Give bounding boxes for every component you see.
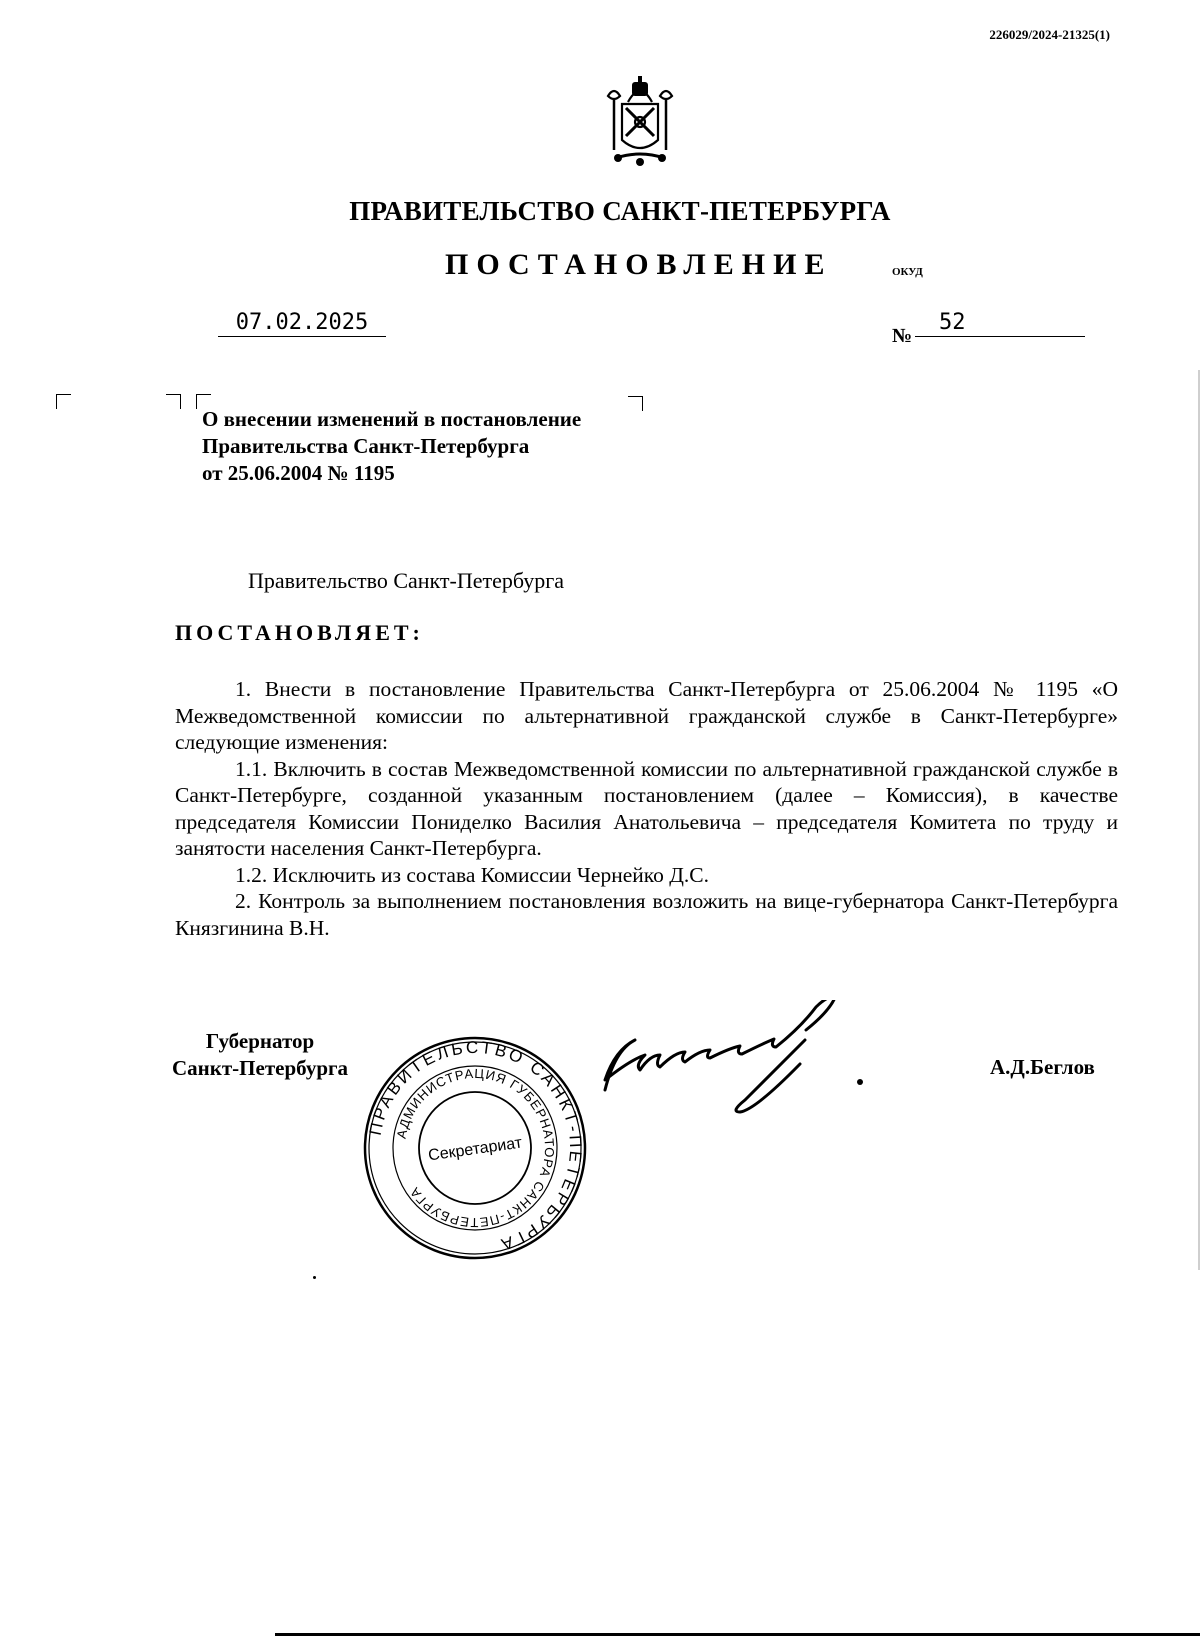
okud-label: ОКУД — [892, 266, 923, 278]
subject-line: Правительства Санкт-Петербурга — [202, 434, 530, 458]
scan-bottom-edge — [275, 1633, 1200, 1636]
subject-line: от 25.06.2004 № 1195 — [202, 461, 395, 485]
document-registration-code: 226029/2024-21325(1) — [989, 27, 1110, 42]
subject-corner-mark — [628, 396, 643, 411]
number-sign: № — [892, 325, 913, 347]
decrees-heading: ПОСТАНОВЛЯЕТ: — [175, 620, 424, 645]
decree-paragraph: 1.1. Включить в состав Межведомственной комиссии по альтернативной гражданской службе в Санкт-Петербурге, созданной указанным постановлением (далее – Комиссия), в качестве председателя Комиссии Пониделко Василия Анатольевича – председателя Комитета по труду и занятости населения Санкт-Петербурга. — [175, 756, 1118, 860]
signatory-title-line: Губернатор — [205, 1029, 315, 1053]
subject-line: О внесении изменений в постановление — [202, 407, 582, 431]
margin-corner-mark — [56, 394, 71, 409]
st-petersburg-coat-of-arms-icon — [592, 74, 688, 170]
document-subject — [202, 406, 581, 487]
decree-paragraph: 1. Внести в постановление Правительства Санкт-Петербурга от 25.06.2004 № 1195 «О Межведомственной комиссии по альтернативной гражданской службе в Санкт-Петербурге» следующие изменения: — [175, 677, 1118, 754]
seal-inner-text: АДМИНИСТРАЦИЯ ГУБЕРНАТОРА САНКТ-ПЕТЕРБУРГА — [393, 1065, 558, 1231]
seal-outer-text: ПРАВИТЕЛЬСТВО САНКТ-ПЕТЕРБУРГА — [365, 1037, 586, 1255]
signatory-name: А.Д.Беглов — [990, 1055, 1095, 1079]
organization-title: ПРАВИТЕЛЬСТВО САНКТ-ПЕТЕРБУРГА — [349, 196, 891, 226]
signatory-title — [172, 1028, 348, 1082]
scan-speck — [313, 1276, 316, 1279]
document-date: 07.02.2025 — [218, 310, 386, 337]
decree-paragraph: 1.2. Исключить из состава Комиссии Чернейко Д.С. — [235, 862, 709, 887]
seal-center-text: Секретариат — [427, 1134, 524, 1165]
handwritten-signature — [595, 1000, 925, 1120]
subject-corner-mark — [166, 394, 181, 409]
document-type-title: ПОСТАНОВЛЕНИЕ — [445, 248, 833, 281]
document-number: 52 — [915, 310, 1085, 337]
issuing-body: Правительство Санкт-Петербурга — [248, 568, 565, 593]
decree-body — [175, 676, 1118, 941]
signatory-title-line: Санкт-Петербурга — [172, 1056, 349, 1080]
decree-paragraph: 2. Контроль за выполнением постановления возложить на вице-губернатора Санкт-Петербурга Князгинина В.Н. — [175, 889, 1118, 940]
official-seal-stamp — [360, 1036, 590, 1261]
